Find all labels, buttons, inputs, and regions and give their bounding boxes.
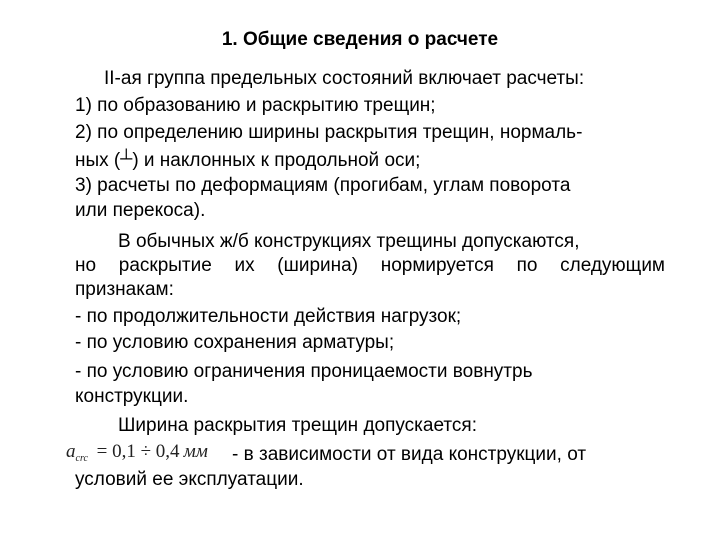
text-line-item-2: 2) по определению ширины раскрытия трещин, нормаль- [75,122,583,143]
text-line-paragraph-2-end: признакам: [75,279,174,300]
text-line-paragraph-2: В обычных ж/б конструкциях трещины допускаются, [118,231,580,252]
text-line-item-2-cont [75,147,420,173]
text-line-formula-context-end: условий ее эксплуатации. [75,469,304,490]
text-line-intro: II-ая группа предельных состояний включает расчеты: [104,68,585,89]
formula-range: = 0,1 ÷ 0,4 [91,441,180,462]
text-line-criterion-2: - по условию сохранения арматуры; [75,332,395,353]
formula-variable: a [66,441,76,462]
text-line-item-3-cont: или перекоса). [75,200,206,221]
page-title: 1. Общие сведения о расчете [221,29,499,50]
perpendicular-symbol: ┴ [120,149,133,168]
crack-width-formula [66,440,208,471]
text-line-formula-context: - в зависимости от вида конструкции, от [232,444,587,465]
text-line-item-1: 1) по образованию и раскрытию трещин; [75,95,436,116]
text-line-paragraph-2-cont: но раскрытие их (ширина) нормируется по следующим [75,255,665,276]
text-line-criterion-1: - по продолжительности действия нагрузок; [75,306,462,327]
formula-unit: мм [183,441,208,462]
text-fragment: ) и наклонных к продольной оси; [132,150,421,171]
text-line-criterion-3-cont: конструкции. [75,386,189,407]
text-line-paragraph-3: Ширина раскрытия трещин допускается: [118,415,477,436]
text-fragment: ных ( [75,150,121,171]
formula-subscript: crc [75,453,88,464]
text-line-item-3: 3) расчеты по деформациям (прогибам, углам поворота [75,175,571,196]
text-line-criterion-3: - по условию ограничения проницаемости вовнутрь [75,361,533,382]
